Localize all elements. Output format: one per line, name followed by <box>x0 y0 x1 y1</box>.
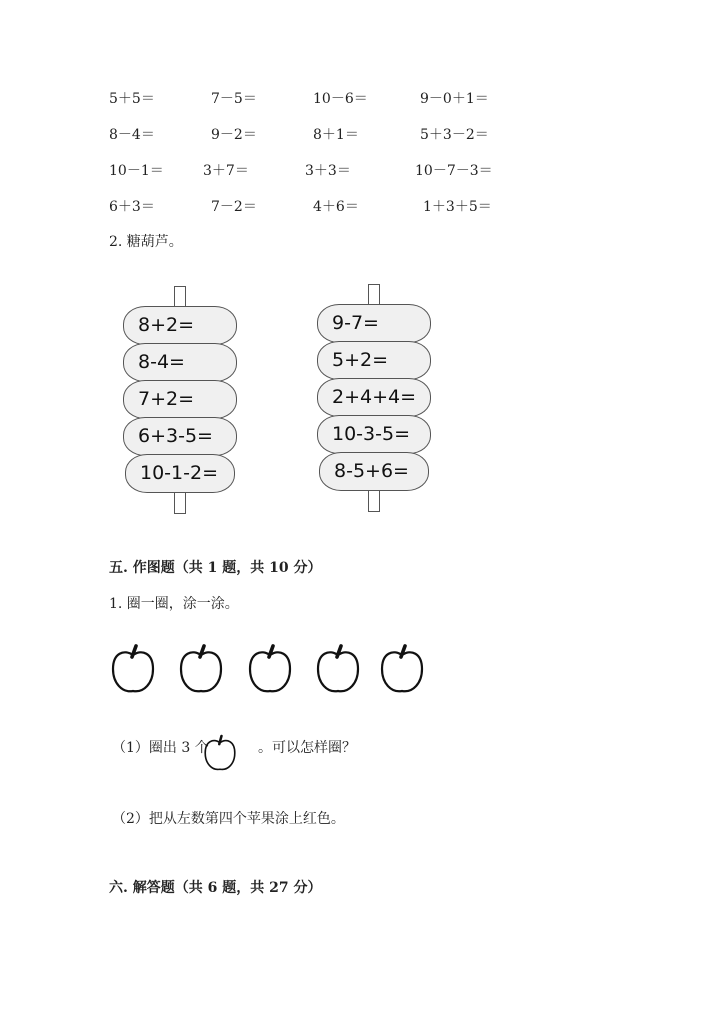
apple-icon <box>178 643 224 695</box>
equation: 3＋3＝ <box>305 163 351 179</box>
equation: 9－0＋1＝ <box>420 91 489 107</box>
skewer-bead: 7+2= <box>123 380 237 419</box>
skewer-bead: 5+2= <box>317 341 431 380</box>
question-5-1-label: 1. 圈一圈，涂一涂。 <box>109 596 239 612</box>
skewer <box>122 286 240 518</box>
skewer-stick-top <box>174 286 186 308</box>
equation: 7－2＝ <box>211 199 257 215</box>
question-2-label: 2. 糖葫芦。 <box>109 234 183 250</box>
skewer-bead: 8-5+6= <box>319 452 429 491</box>
section-5-title: 五. 作图题（共 1 题，共 10 分） <box>109 560 322 576</box>
skewer-bead: 2+4+4= <box>317 378 431 417</box>
equation: 5＋5＝ <box>109 91 155 107</box>
skewer-stick-bottom <box>174 490 186 514</box>
equation: 8－4＝ <box>109 127 155 143</box>
equation: 10－1＝ <box>109 163 164 179</box>
equation: 10－7－3＝ <box>415 163 493 179</box>
skewer-bead: 9-7= <box>317 304 431 343</box>
equation: 9－2＝ <box>211 127 257 143</box>
apple-icon <box>379 643 425 695</box>
skewer-bead: 8-4= <box>123 343 237 382</box>
apple-icon <box>203 733 237 773</box>
skewer-stick-bottom <box>368 488 380 512</box>
apple-icon <box>315 643 361 695</box>
skewer-stick-top <box>368 284 380 306</box>
apple-icon <box>247 643 293 695</box>
equation: 6＋3＝ <box>109 199 155 215</box>
equation: 8＋1＝ <box>313 127 359 143</box>
question-5-1-part-2: （2）把从左数第四个苹果涂上红色。 <box>112 811 345 827</box>
skewer-bead: 10-1-2= <box>125 454 235 493</box>
skewer <box>316 284 434 516</box>
skewer-bead: 6+3-5= <box>123 417 237 456</box>
apple-icon <box>110 643 156 695</box>
equation: 4＋6＝ <box>313 199 359 215</box>
question-5-1-part-1-suffix: 。可以怎样圈？ <box>258 740 356 756</box>
equation: 1＋3＋5＝ <box>423 199 492 215</box>
section-6-title: 六. 解答题（共 6 题，共 27 分） <box>109 880 322 896</box>
question-5-1-part-1-prefix: （1）圈出 3 个 <box>112 740 209 756</box>
skewer-bead: 10-3-5= <box>317 415 431 454</box>
equation: 7－5＝ <box>211 91 257 107</box>
equation: 3＋7＝ <box>203 163 249 179</box>
skewer-bead: 8+2= <box>123 306 237 345</box>
equation: 5＋3－2＝ <box>420 127 489 143</box>
equation: 10－6＝ <box>313 91 368 107</box>
